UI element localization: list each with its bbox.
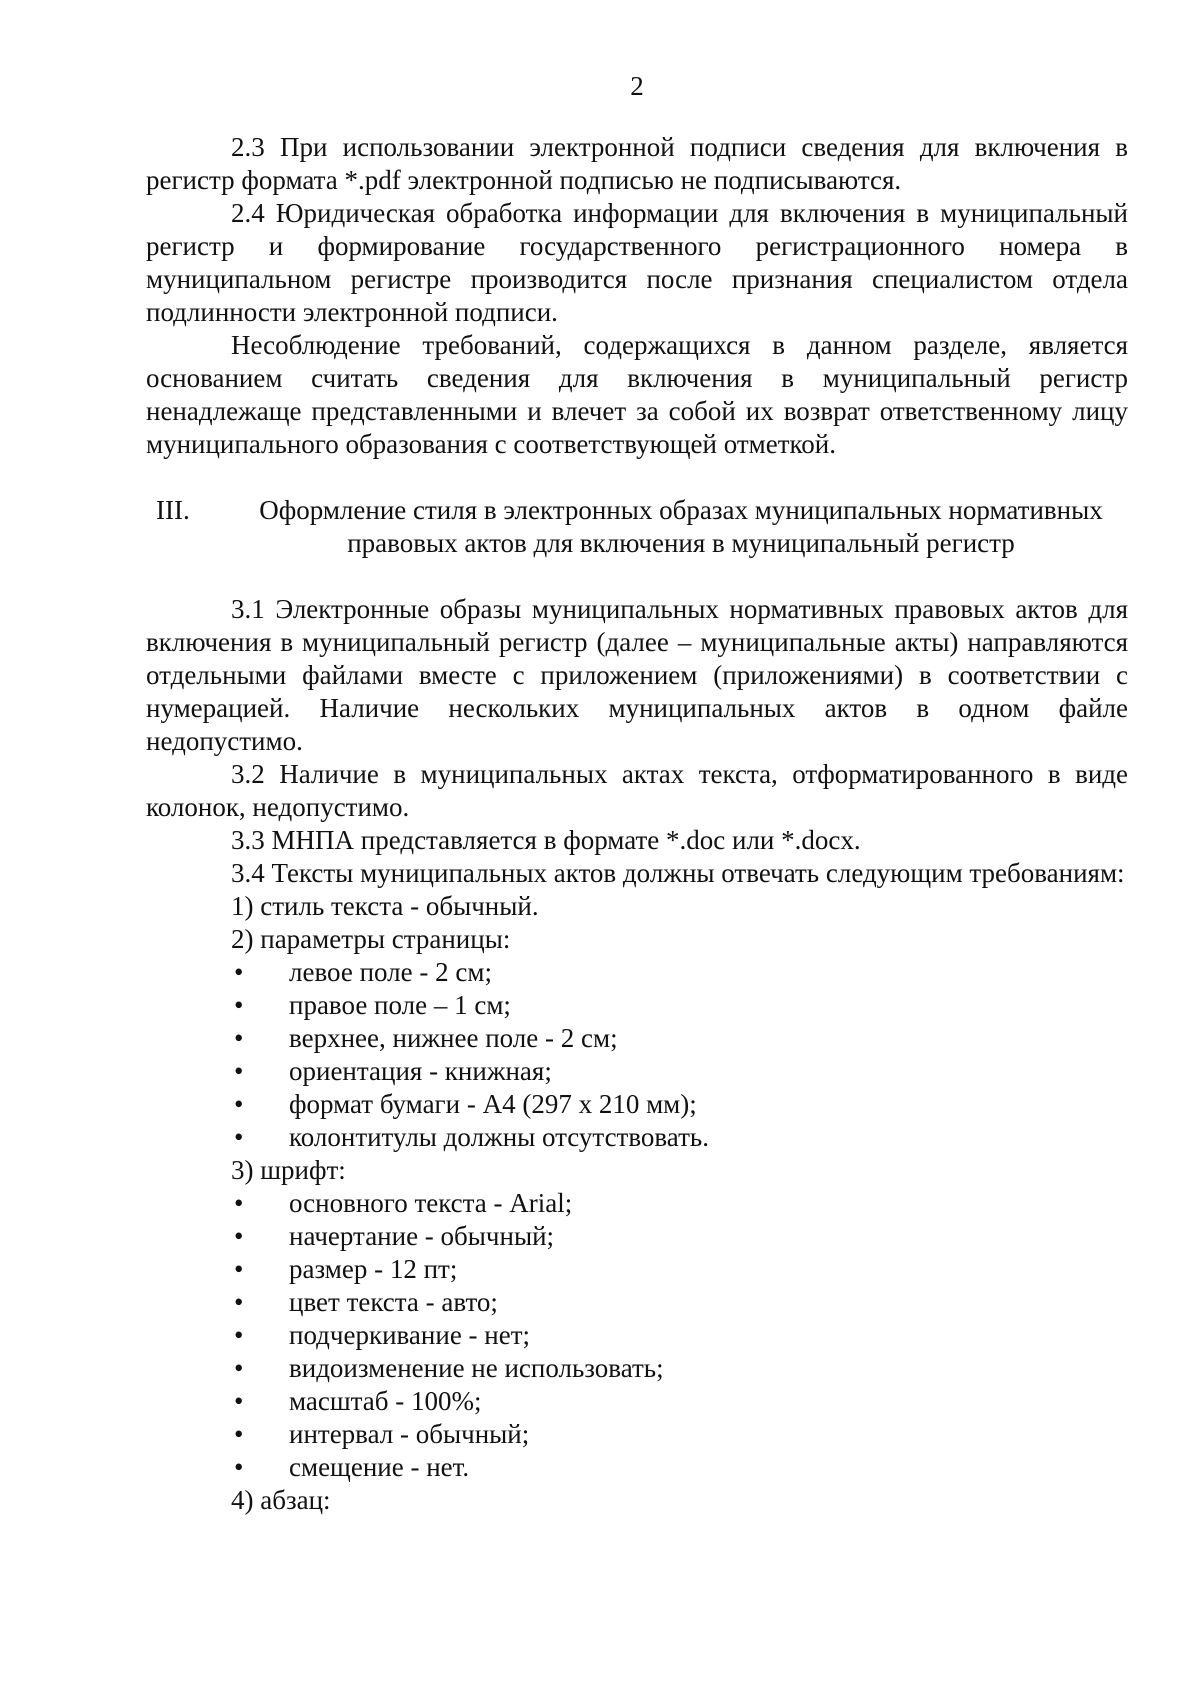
list-item-text: подчеркивание - нет; bbox=[289, 1320, 531, 1350]
list-item bbox=[146, 1253, 1128, 1286]
bullet-icon: • bbox=[234, 1419, 244, 1449]
bullet-icon: • bbox=[234, 1320, 244, 1350]
list-item bbox=[146, 1418, 1128, 1451]
requirement-page-params: 2) параметры страницы: bbox=[231, 924, 511, 954]
bullet-icon: • bbox=[234, 957, 244, 987]
bullet-icon: • bbox=[234, 1452, 244, 1482]
list-item-text: масштаб - 100%; bbox=[289, 1386, 482, 1416]
paragraph-2-3: 2.3 При использовании электронной подписи сведения для включения в регистр формата *.pdf электронной подписью не подписываются. bbox=[146, 132, 1128, 195]
list-item-text: верхнее, нижнее поле - 2 см; bbox=[289, 1023, 618, 1053]
list-item bbox=[146, 1055, 1128, 1088]
list-item bbox=[146, 956, 1128, 989]
page-params-list bbox=[146, 956, 1128, 1154]
section-title: Оформление стиля в электронных образах муниципальных нормативных правовых актов для включения в муниципальный регистр bbox=[259, 495, 1103, 558]
list-item bbox=[146, 1121, 1128, 1154]
bullet-icon: • bbox=[234, 1056, 244, 1086]
list-item-text: размер - 12 пт; bbox=[289, 1254, 458, 1284]
list-item-text: видоизменение не использовать; bbox=[289, 1353, 664, 1383]
paragraph-3-2: 3.2 Наличие в муниципальных актах текста, отформатированного в виде колонок, недопустимо. bbox=[146, 759, 1128, 822]
list-item-text: основного текста - Arial; bbox=[289, 1188, 573, 1218]
list-item bbox=[146, 1022, 1128, 1055]
list-item bbox=[146, 1088, 1128, 1121]
paragraph-2-4: 2.4 Юридическая обработка информации для включения в муниципальный регистр и формирование государственного регистрационного номера в муниципальном регистре производится после признания специалистом отдела подлинности электронной подписи. bbox=[146, 198, 1128, 327]
list-item-text: интервал - обычный; bbox=[289, 1419, 530, 1449]
requirement-paragraph: 4) абзац: bbox=[231, 1485, 331, 1515]
bullet-icon: • bbox=[234, 1023, 244, 1053]
paragraph-noncompliance: Несоблюдение требований, содержащихся в данном разделе, является основанием считать сведения для включения в муниципальный регистр ненадлежаще представленными и влечет за собой их возврат ответственному лицу муниципального образования с соответствующей отметкой. bbox=[146, 330, 1128, 459]
list-item-text: цвет текста - авто; bbox=[289, 1287, 498, 1317]
font-params-list bbox=[146, 1187, 1128, 1484]
paragraph-3-3: 3.3 МНПА представляется в формате *.doc или *.docx. bbox=[231, 825, 861, 855]
list-item bbox=[146, 989, 1128, 1022]
list-item bbox=[146, 1220, 1128, 1253]
paragraph-3-1: 3.1 Электронные образы муниципальных нормативных правовых актов для включения в муниципальный регистр (далее – муниципальные акты) направляются отдельными файлами вместе с приложением (приложениями) в соответствии с нумерацией. Наличие нескольких муниципальных актов в одном файле недопустимо. bbox=[146, 594, 1128, 756]
list-item-text: начертание - обычный; bbox=[289, 1221, 555, 1251]
list-item bbox=[146, 1319, 1128, 1352]
list-item-text: смещение - нет. bbox=[289, 1452, 470, 1482]
bullet-icon: • bbox=[234, 990, 244, 1020]
list-item-text: правое поле – 1 см; bbox=[289, 990, 511, 1020]
bullet-icon: • bbox=[234, 1353, 244, 1383]
requirement-font: 3) шрифт: bbox=[231, 1155, 346, 1185]
section-number: III. bbox=[156, 495, 190, 525]
bullet-icon: • bbox=[234, 1287, 244, 1317]
bullet-icon: • bbox=[234, 1122, 244, 1152]
list-item bbox=[146, 1385, 1128, 1418]
list-item bbox=[146, 1286, 1128, 1319]
bullet-icon: • bbox=[234, 1386, 244, 1416]
requirement-text-style: 1) стиль текста - обычный. bbox=[231, 891, 539, 921]
list-item bbox=[146, 1451, 1128, 1484]
list-item-text: ориентация - книжная; bbox=[289, 1056, 552, 1086]
bullet-icon: • bbox=[234, 1254, 244, 1284]
page-number: 2 bbox=[630, 71, 644, 101]
list-item bbox=[146, 1352, 1128, 1385]
list-item-text: формат бумаги - А4 (297 х 210 мм); bbox=[289, 1089, 697, 1119]
document-page bbox=[146, 72, 1128, 1517]
section-heading bbox=[146, 494, 1128, 560]
list-item-text: колонтитулы должны отсутствовать. bbox=[289, 1122, 709, 1152]
bullet-icon: • bbox=[234, 1089, 244, 1119]
bullet-icon: • bbox=[234, 1221, 244, 1251]
paragraph-3-4: 3.4 Тексты муниципальных актов должны отвечать следующим требованиям: bbox=[231, 858, 1125, 888]
list-item-text: левое поле - 2 см; bbox=[289, 957, 492, 987]
list-item bbox=[146, 1187, 1128, 1220]
bullet-icon: • bbox=[234, 1188, 244, 1218]
